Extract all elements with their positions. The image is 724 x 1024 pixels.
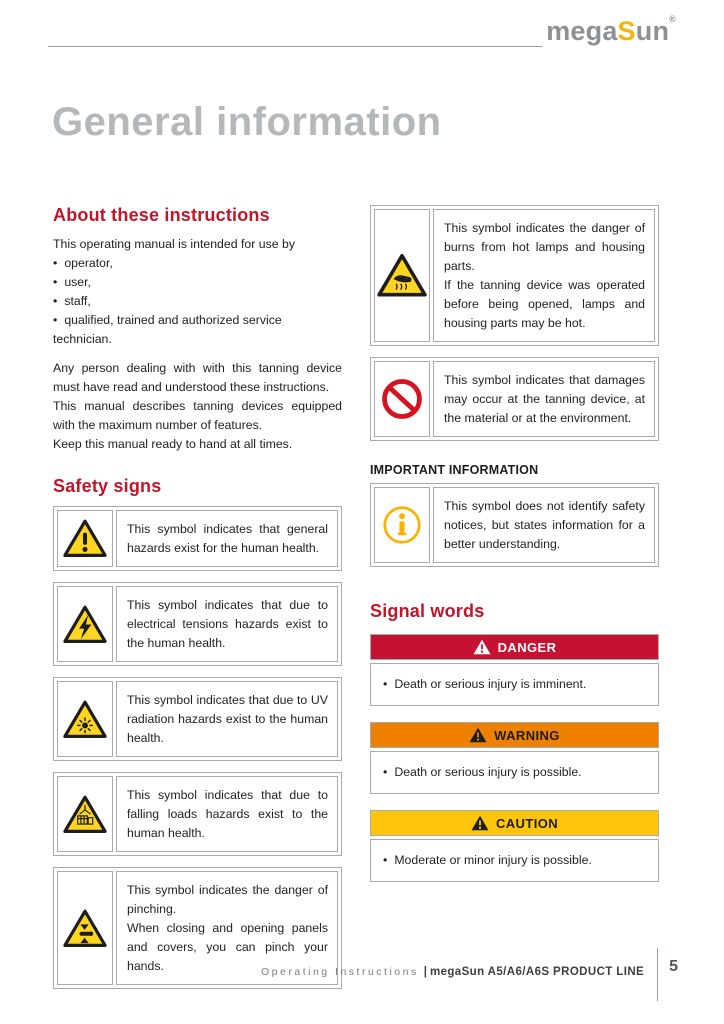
safety-sign-text — [433, 209, 655, 342]
about-heading: About these instructions — [53, 205, 270, 225]
page-title: General information — [52, 100, 442, 144]
signal-description-text: • Death or serious injury is imminent. — [383, 677, 586, 691]
sign-line: This symbol does not identify safety notices, but states information for a better understanding. — [444, 499, 645, 551]
sign-line: This symbol indicates the danger of pinching. — [127, 883, 328, 916]
warning-label: WARNING — [494, 727, 560, 743]
footer-product-line: megaSun A5/A6/A6S PRODUCT LINE — [429, 966, 645, 978]
alert-triangle-icon — [473, 639, 491, 655]
about-bullet: • qualified, trained and authorized service technician. — [53, 311, 342, 349]
safety-sign-row — [53, 506, 342, 571]
registered-mark: ® — [669, 14, 676, 24]
about-paragraph: Any person dealing with with this tanning device must have read and understood these instructions. — [53, 361, 342, 394]
logo-prefix: mega — [546, 16, 618, 46]
sign-line: This symbol indicates that due to electrical tensions hazards exist to the human health. — [127, 598, 328, 650]
important-information-heading: IMPORTANT INFORMATION — [370, 463, 539, 477]
logo-accent: S — [617, 16, 636, 46]
prohibition-icon — [374, 361, 430, 437]
brand-logo — [546, 14, 676, 47]
footer-text — [261, 962, 644, 980]
danger-label: DANGER — [497, 639, 557, 655]
footer-separator: | — [423, 966, 427, 978]
safety-sign-text — [116, 776, 338, 852]
info-icon — [374, 487, 430, 563]
caution-bar — [370, 810, 659, 836]
signal-description-text: • Moderate or minor injury is possible. — [383, 853, 592, 867]
signal-block-warning — [370, 722, 659, 794]
signal-words-heading: Signal words — [370, 601, 485, 621]
sign-line: This symbol indicates that due to falling loads hazards exist to the human health. — [127, 788, 328, 840]
sign-line: This symbol indicates the danger of burns from hot lamps and housing parts. — [444, 221, 645, 273]
about-bullet: • operator, — [53, 254, 342, 273]
right-column — [370, 205, 659, 898]
uv-radiation-icon — [57, 681, 113, 757]
danger-bar — [370, 634, 659, 660]
about-paragraph: This manual describes tanning devices equipped with the maximum number of features. — [53, 399, 342, 432]
safety-sign-row — [370, 357, 659, 441]
signal-description-text: • Death or serious injury is possible. — [383, 765, 582, 779]
sign-line: This symbol indicates that general hazards exist for the human health. — [127, 522, 328, 555]
important-information-row — [370, 483, 659, 567]
safety-sign-text — [433, 361, 655, 437]
sign-line: This symbol indicates that due to UV radiation hazards exist to the human health. — [127, 693, 328, 745]
about-bullet: • staff, — [53, 292, 342, 311]
falling-loads-icon — [57, 776, 113, 852]
safety-sign-row — [53, 582, 342, 666]
sign-line: When closing and opening panels and covers, you can pinch your hands. — [127, 921, 328, 973]
footer-divider — [657, 948, 658, 1001]
important-information-text — [433, 487, 655, 563]
caution-label: CAUTION — [495, 815, 559, 831]
left-column — [53, 205, 342, 1000]
footer-doc-type: Operating Instructions — [261, 966, 419, 978]
safety-sign-text — [116, 681, 338, 757]
page-number: 5 — [669, 958, 678, 975]
safety-sign-row — [53, 772, 342, 856]
warning-description — [370, 751, 659, 794]
logo-suffix: un — [635, 16, 670, 46]
safety-sign-row — [53, 677, 342, 761]
about-intro: This operating manual is intended for use by — [53, 237, 295, 251]
warning-bar — [370, 722, 659, 748]
alert-triangle-icon — [471, 815, 489, 831]
electrical-hazard-icon — [57, 586, 113, 662]
alert-triangle-icon — [469, 727, 487, 743]
page-footer — [0, 948, 678, 1001]
sign-line: If the tanning device was operated before being opened, lamps and housing parts may be hot. — [444, 278, 645, 330]
signal-block-danger — [370, 634, 659, 706]
signal-block-caution — [370, 810, 659, 882]
hot-surface-icon — [374, 209, 430, 342]
safety-sign-text — [116, 586, 338, 662]
header-rule — [48, 46, 542, 47]
sign-line: This symbol indicates that damages may occur at the tanning device, at the material or at the environment. — [444, 373, 645, 425]
about-bullet: • user, — [53, 273, 342, 292]
caution-description — [370, 839, 659, 882]
safety-sign-row — [370, 205, 659, 346]
danger-description — [370, 663, 659, 706]
safety-signs-heading: Safety signs — [53, 476, 162, 496]
about-paragraph: Keep this manual ready to hand at all times. — [53, 437, 293, 451]
safety-sign-text — [116, 510, 338, 567]
general-hazard-icon — [57, 510, 113, 567]
